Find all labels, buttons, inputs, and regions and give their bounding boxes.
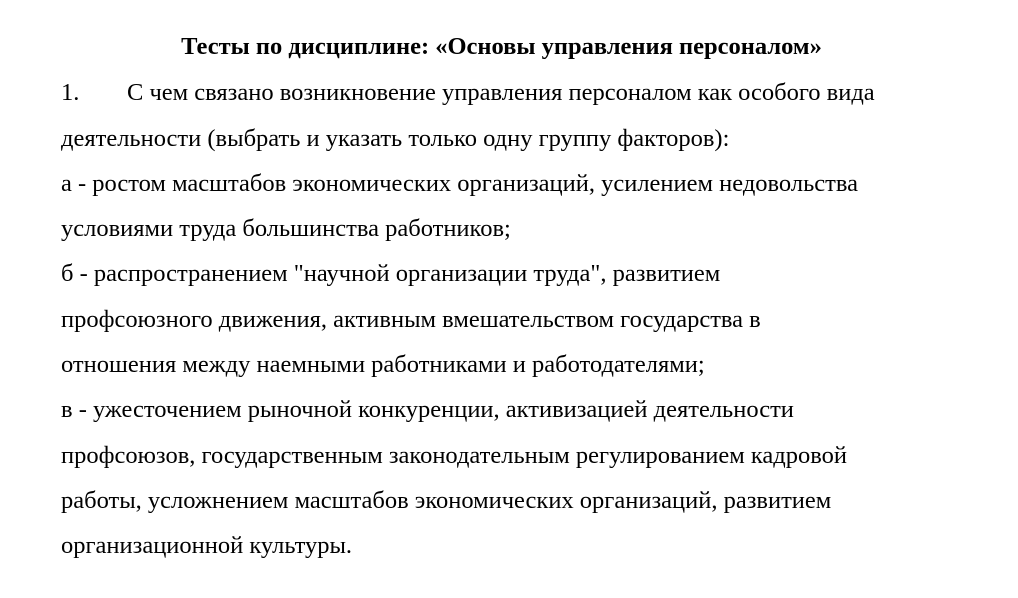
option-text-line: б - распространением "научной организации труда", развитием [61,260,721,287]
option-text-line: а - ростом масштабов экономических организаций, усилением недовольства [61,170,858,197]
question-text-line: деятельности (выбрать и указать только одну группу факторов): [61,125,730,152]
option-text-line: отношения между наемными работниками и работодателями; [61,351,705,378]
option-text-line: профсоюзного движения, активным вмешательством государства в [61,306,761,333]
question-text-line: С чем связано возникновение управления персоналом как особого вида [127,79,875,106]
option-text-line: работы, усложнением масштабов экономических организаций, развитием [61,487,832,514]
question-number: 1. [61,79,80,106]
option-text-line: организационной культуры. [61,532,353,559]
option-text-line: в - ужесточением рыночной конкуренции, активизацией деятельности [61,396,794,423]
option-text-line: условиями труда большинства работников; [61,215,511,242]
document-title: Тесты по дисциплине: «Основы управления персоналом» [181,33,822,60]
option-text-line: профсоюзов, государственным законодательным регулированием кадровой [61,442,848,469]
